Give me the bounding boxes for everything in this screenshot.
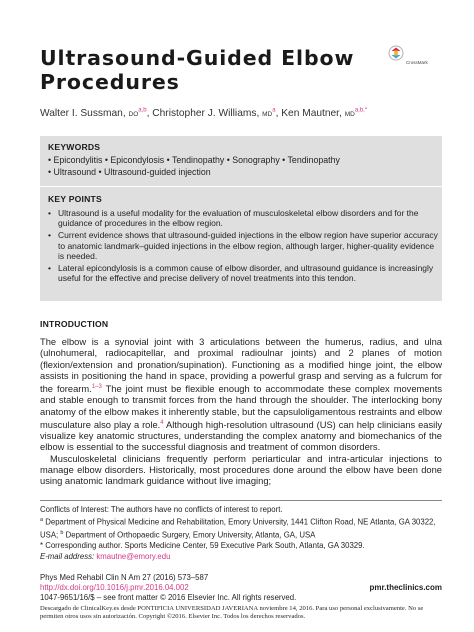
author-1: Walter I. Sussman, DO$^{a,b}$, — [40, 108, 153, 120]
keywords-heading: KEYWORDS — [48, 142, 101, 152]
conflicts-note: Conflicts of Interest: The authors have no conflicts of interest to report. — [40, 505, 283, 514]
doi-link[interactable]: http://dx.doi.org/10.1016/j.pmr.2016.04.002 — [40, 583, 189, 593]
crossmark-badge[interactable] — [388, 45, 434, 68]
keywords-line-1: • Epicondylitis • Epicondylosis • Tendinopathy • Sonography • Tendinopathy — [48, 155, 340, 165]
crossmark-label: CrossMark — [406, 60, 428, 65]
introduction-body — [40, 337, 442, 487]
author-2: Christopher J. Williams, $MD^a$, — [152, 108, 282, 120]
journal-site-link[interactable]: pmr.theclinics.com — [369, 583, 442, 592]
download-notice: Descargado de ClinicalKey.es desde PONTIFICIA UNIVERSIDAD JAVERIANA noviembre 14, 2016. Para uso personal exclusivamente. No se permiten otros usos sin autorización. Copyright ©2016. Elsevier Inc. Todos los derechos reservados. — [40, 605, 424, 620]
key-point: • Current evidence shows that ultrasound-guided injections in the elbow region have superior accuracy to anatomic landmark–guided injections in the elbow region, although larger, higher-quality evidence is needed. — [48, 230, 438, 261]
author-list — [40, 108, 367, 119]
email-note: E-mail address: kmautne@emory.edu — [40, 551, 171, 561]
title-line-1: Ultrasound-Guided Elbow — [40, 46, 355, 70]
paragraph: Musculoskeletal clinicians frequently perform periarticular and intra-articular injections to manage elbow disorders. Historically, most procedures done around the elbow have been done using anatomic landmark guidance without live imaging; — [40, 453, 442, 487]
key-point: • Ultrasound is a useful modality for the evaluation of musculoskeletal elbow disorders and for the guidance of procedures in the elbow region. — [48, 208, 438, 228]
keywords-box — [40, 136, 442, 186]
reference-link[interactable]: 1–3 — [91, 384, 102, 390]
footnotes — [40, 505, 442, 562]
corresponding-note: * Corresponding author. Sports Medicine Center, 59 Executive Park South, Atlanta, GA 30329. — [40, 541, 365, 551]
issn-line: 1047-9651/16/$ – see front matter © 2016 Elsevier Inc. All rights reserved. — [40, 593, 297, 603]
footnote-divider — [40, 500, 442, 501]
citation: Phys Med Rehabil Clin N Am 27 (2016) 573–587 — [40, 573, 209, 582]
title-line-2: Procedures — [40, 70, 180, 94]
paragraph: The elbow is a synovial joint with 3 articulations between the humerus, radius, and ulna (ulnohumeral, radiocapitellar, and proximal radioulnar joints) and 2 planes of motion (flexion/extension and pronation/supination). Functioning as a modified hinge joint, the elbow assists in positioning the hand in space, providing a powerful grasp and serving as a fulcrum for the forearm.$^{1-3}$ The joint must be flexible enough to accommodate these complex movements and stable enough to transmit forces from the hand through the shoulder. The interlocking bony anatomy of the elbow makes it inherently stable, but the capsuloligamentous restraints and elbow musculature also play a role.$^4$ Although high-resolution ultrasound (US) can help clinicians easily visualize key anatomic structures, understanding the complex anatomy and biomechanics of the elbow is essential to the successful diagnosis and treatment of common disorders. — [40, 337, 443, 453]
journal-info — [40, 573, 442, 604]
key-points-heading: KEY POINTS — [48, 194, 102, 204]
introduction-heading: INTRODUCTION — [40, 319, 109, 329]
key-points-box — [40, 187, 442, 301]
reference-link[interactable]: 4 — [160, 419, 164, 426]
author-3: Ken Mautner, $MD^{a,b,*}$ — [281, 108, 368, 120]
key-point: • Lateral epicondylosis is a common cause of elbow disorder, and ultrasound guidance is increasingly useful for the effective and precise delivery of novel treatments into this tendon. — [48, 263, 438, 283]
affiliations-note: $^a$ Department of Physical Medicine and Rehabilitation, Emory University, 1441 Clifton Road, NE Atlanta, GA 30322, USA; $^b$ Department of Orthopaedic Surgery, Emory University, Atlanta, GA, USA — [40, 517, 436, 540]
crossmark-icon — [388, 45, 404, 63]
article-title — [40, 46, 354, 94]
key-points-list — [48, 208, 438, 285]
keywords-line-2: • Ultrasound • Ultrasound-guided injection — [48, 167, 211, 177]
email-link[interactable]: kmautne@emory.edu — [94, 551, 171, 561]
